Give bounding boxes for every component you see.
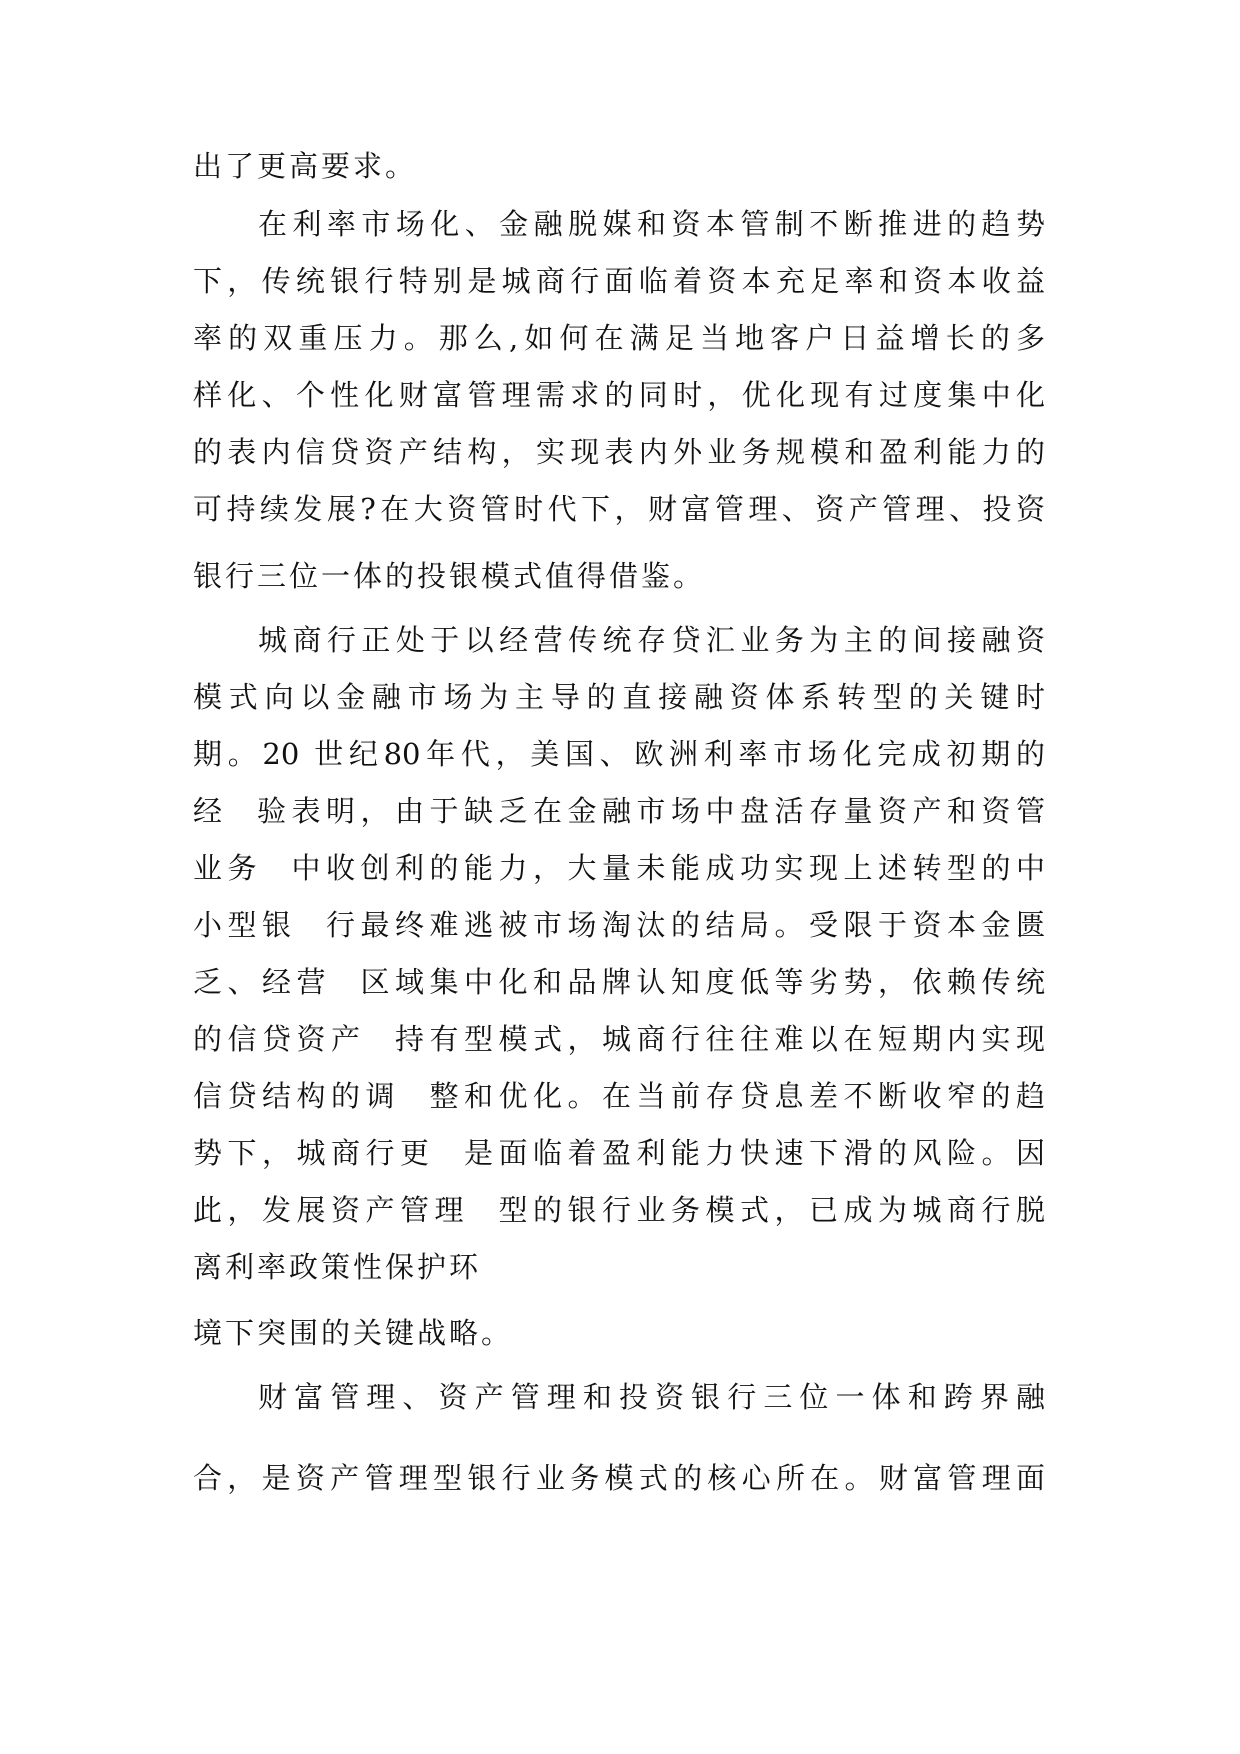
paragraph-line: 境下突围的关键战略。	[193, 1316, 514, 1350]
paragraph-line: 经 验表明，由于缺乏在金融市场中盘活存量资产和资管	[193, 794, 1045, 828]
paragraph-line: 在利率市场化、金融脱媒和资本管制不断推进的趋势	[258, 207, 1045, 241]
paragraph-line: 信贷结构的调 整和优化。在当前存贷息差不断收窄的趋	[193, 1079, 1045, 1113]
paragraph-line: 出了更高要求。	[193, 149, 418, 183]
paragraph-line: 乏、经营 区域集中化和品牌认知度低等劣势，依赖传统	[193, 965, 1045, 999]
paragraph-line: 离利率政策性保护环	[193, 1250, 482, 1284]
paragraph-line: 合，是资产管理型银行业务模式的核心所在。财富管理面	[193, 1461, 1045, 1495]
paragraph-line: 银行三位一体的投银模式值得借鉴。	[193, 559, 706, 593]
paragraph-line: 业务 中收创利的能力，大量未能成功实现上述转型的中	[193, 851, 1045, 885]
paragraph-line: 势下，城商行更 是面临着盈利能力快速下滑的风险。因	[193, 1136, 1045, 1170]
paragraph-line: 的信贷资产 持有型模式，城商行往往难以在短期内实现	[193, 1022, 1045, 1056]
paragraph-line: 率的双重压力。那么,如何在满足当地客户日益增长的多	[193, 321, 1045, 355]
paragraph-line: 此，发展资产管理 型的银行业务模式，已成为城商行脱	[193, 1193, 1045, 1227]
paragraph-line: 模式向以金融市场为主导的直接融资体系转型的关键时	[193, 680, 1045, 714]
paragraph-line: 城商行正处于以经营传统存贷汇业务为主的间接融资	[258, 623, 1045, 657]
paragraph-line: 的表内信贷资产结构，实现表内外业务规模和盈利能力的	[193, 435, 1045, 469]
paragraph-line: 小型银 行最终难逃被市场淘汰的结局。受限于资本金匮	[193, 908, 1045, 942]
paragraph-line: 可持续发展?在大资管时代下，财富管理、资产管理、投资	[193, 492, 1045, 526]
paragraph-line: 下，传统银行特别是城商行面临着资本充足率和资本收益	[193, 264, 1045, 298]
paragraph-line: 期。20 世纪80年代，美国、欧洲利率市场化完成初期的	[193, 737, 1045, 771]
paragraph-line: 财富管理、资产管理和投资银行三位一体和跨界融	[258, 1380, 1045, 1414]
paragraph-line: 样化、个性化财富管理需求的同时，优化现有过度集中化	[193, 378, 1045, 412]
